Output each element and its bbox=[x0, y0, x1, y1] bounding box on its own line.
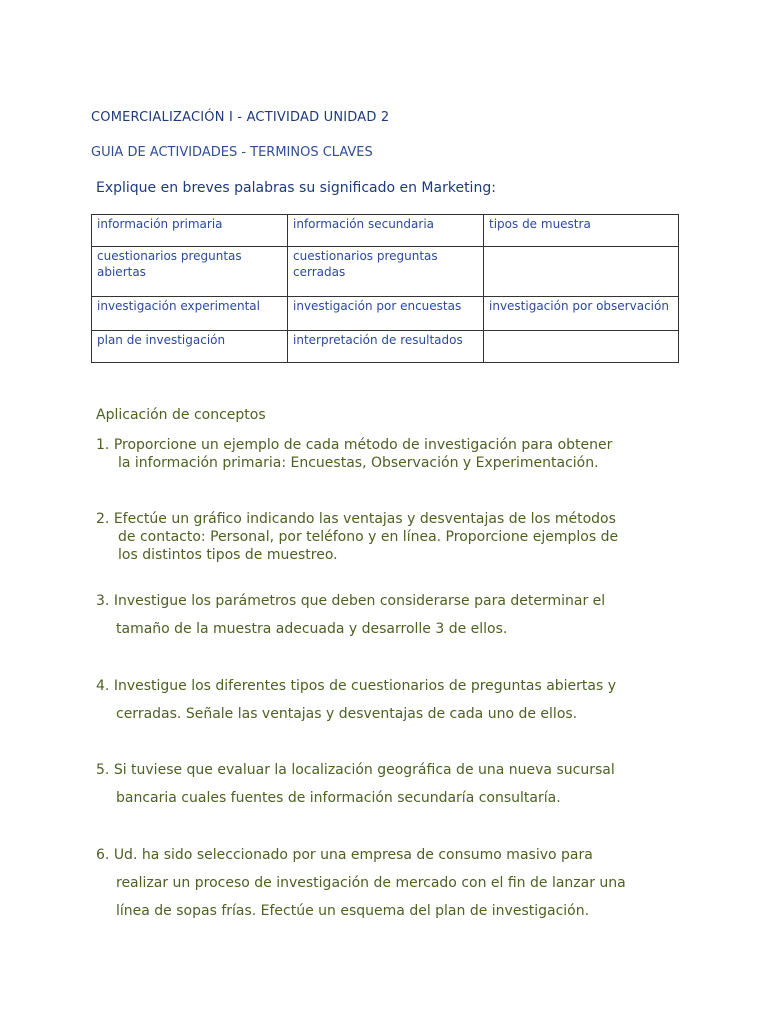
table-row bbox=[92, 331, 679, 363]
table-cell: información secundaria bbox=[288, 215, 484, 247]
question-text-line: bancaria cuales fuentes de información secundaría consultaría. bbox=[116, 790, 561, 806]
table-cell bbox=[484, 247, 679, 297]
question-text-line: Efectúe un gráfico indicando las ventajas y desventajas de los métodos bbox=[113, 511, 616, 527]
question-6 bbox=[96, 841, 696, 925]
question-2 bbox=[96, 510, 696, 564]
question-text-line: de contacto: Personal, por teléfono y en línea. Proporcione ejemplos de bbox=[118, 529, 619, 545]
question-text-line: los distintos tipos de muestreo. bbox=[118, 547, 338, 563]
question-number: 3. bbox=[96, 593, 110, 609]
table-row bbox=[92, 297, 679, 331]
question-text-line: Si tuviese que evaluar la localización geográfica de una nueva sucursal bbox=[113, 762, 615, 778]
question-5 bbox=[96, 756, 696, 812]
table-cell: interpretación de resultados bbox=[288, 331, 484, 363]
question-number: 5. bbox=[96, 762, 110, 778]
question-text-line: Ud. ha sido seleccionado por una empresa de consumo masivo para bbox=[113, 847, 593, 863]
question-text-line: Proporcione un ejemplo de cada método de investigación para obtener bbox=[113, 437, 613, 453]
table-cell: cuestionarios preguntas abiertas bbox=[92, 247, 288, 297]
table-cell: tipos de muestra bbox=[484, 215, 679, 247]
table-cell: cuestionarios preguntas cerradas bbox=[288, 247, 484, 297]
question-text-line: línea de sopas frías. Efectúe un esquema del plan de investigación. bbox=[116, 903, 590, 919]
question-number: 4. bbox=[96, 678, 110, 694]
question-text-line: la información primaria: Encuestas, Observación y Experimentación. bbox=[118, 455, 599, 471]
question-1 bbox=[96, 436, 696, 472]
document-subtitle: GUIA DE ACTIVIDADES - TERMINOS CLAVES bbox=[91, 145, 373, 160]
terms-table bbox=[91, 214, 679, 363]
table-cell: información primaria bbox=[92, 215, 288, 247]
question-text-line: Investigue los diferentes tipos de cuestionarios de preguntas abiertas y bbox=[113, 678, 617, 694]
question-text-line: cerradas. Señale las ventajas y desventajas de cada uno de ellos. bbox=[116, 706, 578, 722]
question-text-line: Investigue los parámetros que deben considerarse para determinar el bbox=[113, 593, 606, 609]
table-cell: investigación experimental bbox=[92, 297, 288, 331]
table-cell: investigación por encuestas bbox=[288, 297, 484, 331]
question-number: 1. bbox=[96, 437, 110, 453]
question-3 bbox=[96, 587, 696, 643]
table-cell bbox=[484, 331, 679, 363]
table-row bbox=[92, 215, 679, 247]
table-row bbox=[92, 247, 679, 297]
question-text-line: realizar un proceso de investigación de mercado con el fin de lanzar una bbox=[116, 875, 626, 891]
question-number: 6. bbox=[96, 847, 110, 863]
table-cell: plan de investigación bbox=[92, 331, 288, 363]
question-number: 2. bbox=[96, 511, 110, 527]
document-title: COMERCIALIZACIÓN I - ACTIVIDAD UNIDAD 2 bbox=[91, 110, 390, 125]
question-text-line: tamaño de la muestra adecuada y desarrolle 3 de ellos. bbox=[116, 621, 508, 637]
section-heading: Aplicación de conceptos bbox=[96, 407, 266, 423]
table-cell: investigación por observación bbox=[484, 297, 679, 331]
instruction-text: Explique en breves palabras su significado en Marketing: bbox=[96, 180, 496, 196]
question-4 bbox=[96, 672, 696, 728]
